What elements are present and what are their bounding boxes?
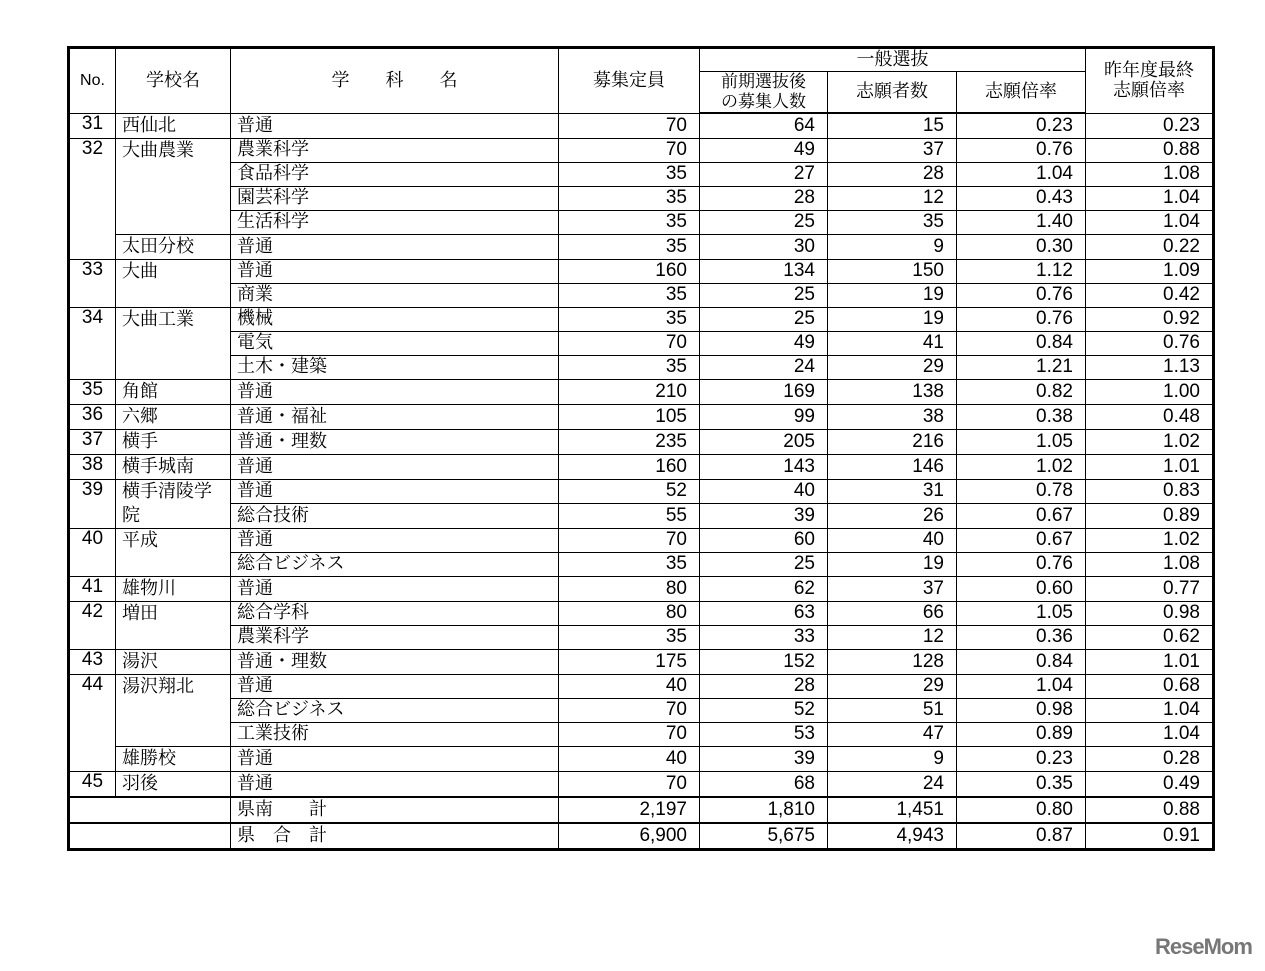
capacity: 55 <box>559 504 700 529</box>
table-row <box>69 722 1214 746</box>
last-year-ratio: 1.09 <box>1086 259 1214 283</box>
table-row <box>69 601 1214 625</box>
last-year-ratio: 0.77 <box>1086 576 1214 601</box>
capacity: 235 <box>559 429 700 454</box>
dept-name: 生活科学 <box>231 210 559 234</box>
header-last-year: 昨年度最終 志願倍率 <box>1086 48 1214 114</box>
applicants: 24 <box>828 771 957 797</box>
dept-name: 普通 <box>231 528 559 552</box>
last-year-ratio: 0.98 <box>1086 601 1214 625</box>
ratio: 0.60 <box>957 576 1086 601</box>
after-early-count: 40 <box>700 479 828 504</box>
applicants: 19 <box>828 307 957 331</box>
after-early-count: 68 <box>700 771 828 797</box>
school-name: 湯沢翔北 <box>116 674 231 746</box>
dept-name: 総合技術 <box>231 504 559 529</box>
table-row <box>69 210 1214 234</box>
table-row <box>69 479 1214 504</box>
capacity: 70 <box>559 698 700 722</box>
ratio: 0.30 <box>957 234 1086 259</box>
school-no: 31 <box>69 113 116 138</box>
last-year-ratio: 0.92 <box>1086 307 1214 331</box>
table-row <box>69 454 1214 479</box>
after-early-count: 5,675 <box>700 823 828 850</box>
after-early-count: 24 <box>700 355 828 379</box>
capacity: 52 <box>559 479 700 504</box>
capacity: 6,900 <box>559 823 700 850</box>
after-early-count: 25 <box>700 552 828 576</box>
applicants: 66 <box>828 601 957 625</box>
applicants: 51 <box>828 698 957 722</box>
table-row <box>69 113 1214 138</box>
last-year-ratio: 1.04 <box>1086 186 1214 210</box>
dept-name: 普通 <box>231 454 559 479</box>
after-early-count: 39 <box>700 746 828 771</box>
applicants: 40 <box>828 528 957 552</box>
applicants: 35 <box>828 210 957 234</box>
applicants: 9 <box>828 746 957 771</box>
school-no: 43 <box>69 649 116 674</box>
applicants: 47 <box>828 722 957 746</box>
after-early-count: 25 <box>700 210 828 234</box>
blank-cell <box>69 823 231 850</box>
header-no: No. <box>69 48 116 114</box>
after-early-count: 25 <box>700 307 828 331</box>
dept-name: 総合ビジネス <box>231 552 559 576</box>
ratio: 0.76 <box>957 138 1086 162</box>
school-name: 横手清陵学院 <box>116 479 231 528</box>
ratio: 0.67 <box>957 528 1086 552</box>
dept-name: 普通・福祉 <box>231 404 559 429</box>
after-early-count: 30 <box>700 234 828 259</box>
last-year-ratio: 0.91 <box>1086 823 1214 850</box>
capacity: 35 <box>559 625 700 649</box>
after-early-count: 27 <box>700 162 828 186</box>
ratio: 0.67 <box>957 504 1086 529</box>
ratio: 1.04 <box>957 162 1086 186</box>
dept-name: 商業 <box>231 283 559 307</box>
dept-name: 普通 <box>231 234 559 259</box>
capacity: 80 <box>559 576 700 601</box>
school-name: 角館 <box>116 379 231 404</box>
school-name: 大曲農業 <box>116 138 231 234</box>
after-early-count: 52 <box>700 698 828 722</box>
applicants: 29 <box>828 674 957 698</box>
ratio: 1.04 <box>957 674 1086 698</box>
school-name: 平成 <box>116 528 231 576</box>
after-early-count: 143 <box>700 454 828 479</box>
header-general: 一般選抜 <box>700 48 1086 72</box>
table-row <box>69 746 1214 771</box>
ratio: 0.84 <box>957 331 1086 355</box>
after-early-count: 152 <box>700 649 828 674</box>
ratio: 1.40 <box>957 210 1086 234</box>
school-name: 雄物川 <box>116 576 231 601</box>
header-dept: 学 科 名 <box>231 48 559 114</box>
header-capacity: 募集定員 <box>559 48 700 114</box>
school-no: 42 <box>69 601 116 649</box>
capacity: 35 <box>559 307 700 331</box>
school-no: 41 <box>69 576 116 601</box>
after-early-count: 60 <box>700 528 828 552</box>
table-row <box>69 259 1214 283</box>
last-year-ratio: 0.48 <box>1086 404 1214 429</box>
applicants: 150 <box>828 259 957 283</box>
applicants: 146 <box>828 454 957 479</box>
last-year-ratio: 0.76 <box>1086 331 1214 355</box>
table-row <box>69 307 1214 331</box>
after-early-count: 33 <box>700 625 828 649</box>
after-early-count: 1,810 <box>700 797 828 823</box>
table-row <box>69 355 1214 379</box>
after-early-count: 53 <box>700 722 828 746</box>
table-row <box>69 186 1214 210</box>
ratio: 1.05 <box>957 601 1086 625</box>
ratio: 0.76 <box>957 307 1086 331</box>
school-no: 39 <box>69 479 116 528</box>
table-row <box>69 552 1214 576</box>
after-early-count: 99 <box>700 404 828 429</box>
last-year-ratio: 0.62 <box>1086 625 1214 649</box>
ratio: 0.43 <box>957 186 1086 210</box>
last-year-ratio: 0.23 <box>1086 113 1214 138</box>
last-year-ratio: 1.04 <box>1086 722 1214 746</box>
table-row <box>69 283 1214 307</box>
school-name: 湯沢 <box>116 649 231 674</box>
capacity: 70 <box>559 331 700 355</box>
after-early-count: 64 <box>700 113 828 138</box>
capacity: 105 <box>559 404 700 429</box>
school-name: 羽後 <box>116 771 231 797</box>
table-row <box>69 698 1214 722</box>
ratio: 1.12 <box>957 259 1086 283</box>
ratio: 1.21 <box>957 355 1086 379</box>
dept-name: 普通・理数 <box>231 429 559 454</box>
ratio: 0.38 <box>957 404 1086 429</box>
after-early-count: 169 <box>700 379 828 404</box>
ratio: 1.02 <box>957 454 1086 479</box>
applicants: 4,943 <box>828 823 957 850</box>
table-row <box>69 576 1214 601</box>
capacity: 70 <box>559 113 700 138</box>
applicants: 28 <box>828 162 957 186</box>
ratio: 0.76 <box>957 283 1086 307</box>
table-row <box>69 674 1214 698</box>
dept-name: 普通 <box>231 746 559 771</box>
school-name: 大曲工業 <box>116 307 231 379</box>
after-early-count: 49 <box>700 138 828 162</box>
capacity: 175 <box>559 649 700 674</box>
resemom-logo: ReseMom <box>1155 934 1252 959</box>
capacity: 70 <box>559 771 700 797</box>
table-row <box>69 162 1214 186</box>
table-row <box>69 504 1214 529</box>
last-year-ratio: 0.42 <box>1086 283 1214 307</box>
applicants: 41 <box>828 331 957 355</box>
dept-name: 普通 <box>231 259 559 283</box>
after-early-count: 28 <box>700 186 828 210</box>
dept-name: 普通 <box>231 379 559 404</box>
table-row <box>69 771 1214 797</box>
applicants: 26 <box>828 504 957 529</box>
capacity: 40 <box>559 674 700 698</box>
total-row <box>69 823 1214 850</box>
table-row <box>69 331 1214 355</box>
ratio: 0.36 <box>957 625 1086 649</box>
capacity: 35 <box>559 552 700 576</box>
dept-name: 食品科学 <box>231 162 559 186</box>
capacity: 35 <box>559 210 700 234</box>
last-year-ratio: 1.01 <box>1086 454 1214 479</box>
ratio: 0.76 <box>957 552 1086 576</box>
capacity: 160 <box>559 259 700 283</box>
ratio: 0.98 <box>957 698 1086 722</box>
ratio: 0.82 <box>957 379 1086 404</box>
last-year-ratio: 1.04 <box>1086 210 1214 234</box>
blank-cell <box>69 797 231 823</box>
last-year-ratio: 0.68 <box>1086 674 1214 698</box>
school-name: 横手城南 <box>116 454 231 479</box>
capacity: 70 <box>559 722 700 746</box>
ratio: 0.80 <box>957 797 1086 823</box>
school-no: 35 <box>69 379 116 404</box>
last-year-ratio: 0.49 <box>1086 771 1214 797</box>
ratio: 0.23 <box>957 746 1086 771</box>
header-school: 学校名 <box>116 48 231 114</box>
admissions-table <box>67 46 1215 851</box>
table-row <box>69 429 1214 454</box>
last-year-ratio: 0.89 <box>1086 504 1214 529</box>
dept-name: 普通 <box>231 113 559 138</box>
dept-name: 機械 <box>231 307 559 331</box>
table-row <box>69 379 1214 404</box>
dept-name: 総合ビジネス <box>231 698 559 722</box>
applicants: 128 <box>828 649 957 674</box>
capacity: 2,197 <box>559 797 700 823</box>
applicants: 216 <box>828 429 957 454</box>
dept-name: 普通 <box>231 674 559 698</box>
applicants: 38 <box>828 404 957 429</box>
school-no: 34 <box>69 307 116 379</box>
last-year-ratio: 1.02 <box>1086 528 1214 552</box>
table-row <box>69 649 1214 674</box>
capacity: 160 <box>559 454 700 479</box>
last-year-ratio: 0.28 <box>1086 746 1214 771</box>
dept-name: 普通 <box>231 771 559 797</box>
after-early-count: 205 <box>700 429 828 454</box>
applicants: 29 <box>828 355 957 379</box>
school-name: 大曲 <box>116 259 231 307</box>
school-name: 六郷 <box>116 404 231 429</box>
ratio: 0.87 <box>957 823 1086 850</box>
ratio: 0.89 <box>957 722 1086 746</box>
applicants: 12 <box>828 625 957 649</box>
dept-name: 農業科学 <box>231 625 559 649</box>
capacity: 70 <box>559 138 700 162</box>
last-year-ratio: 1.08 <box>1086 162 1214 186</box>
last-year-ratio: 0.83 <box>1086 479 1214 504</box>
dept-name: 園芸科学 <box>231 186 559 210</box>
header-ratio: 志願倍率 <box>957 72 1086 114</box>
last-year-ratio: 1.02 <box>1086 429 1214 454</box>
applicants: 15 <box>828 113 957 138</box>
dept-name: 普通 <box>231 479 559 504</box>
ratio: 0.84 <box>957 649 1086 674</box>
school-name: 西仙北 <box>116 113 231 138</box>
last-year-ratio: 0.88 <box>1086 797 1214 823</box>
applicants: 19 <box>828 283 957 307</box>
dept-name: 総合学科 <box>231 601 559 625</box>
after-early-count: 39 <box>700 504 828 529</box>
total-label: 県南 計 <box>231 797 559 823</box>
table-row <box>69 404 1214 429</box>
capacity: 35 <box>559 234 700 259</box>
table-row <box>69 234 1214 259</box>
school-no: 37 <box>69 429 116 454</box>
header-applicants: 志願者数 <box>828 72 957 114</box>
school-no: 33 <box>69 259 116 307</box>
school-name: 増田 <box>116 601 231 649</box>
table-row <box>69 625 1214 649</box>
after-early-count: 62 <box>700 576 828 601</box>
school-name: 雄勝校 <box>116 746 231 771</box>
capacity: 35 <box>559 283 700 307</box>
applicants: 31 <box>828 479 957 504</box>
last-year-ratio: 0.22 <box>1086 234 1214 259</box>
capacity: 210 <box>559 379 700 404</box>
dept-name: 普通 <box>231 576 559 601</box>
capacity: 70 <box>559 528 700 552</box>
capacity: 35 <box>559 186 700 210</box>
applicants: 1,451 <box>828 797 957 823</box>
dept-name: 農業科学 <box>231 138 559 162</box>
after-early-count: 25 <box>700 283 828 307</box>
total-row <box>69 797 1214 823</box>
school-name: 太田分校 <box>116 234 231 259</box>
capacity: 40 <box>559 746 700 771</box>
ratio: 1.05 <box>957 429 1086 454</box>
table-row <box>69 528 1214 552</box>
school-no: 45 <box>69 771 116 797</box>
applicants: 37 <box>828 576 957 601</box>
last-year-ratio: 1.04 <box>1086 698 1214 722</box>
school-name: 横手 <box>116 429 231 454</box>
applicants: 37 <box>828 138 957 162</box>
last-year-ratio: 1.13 <box>1086 355 1214 379</box>
dept-name: 普通・理数 <box>231 649 559 674</box>
applicants: 9 <box>828 234 957 259</box>
ratio: 0.23 <box>957 113 1086 138</box>
capacity: 35 <box>559 355 700 379</box>
last-year-ratio: 1.01 <box>1086 649 1214 674</box>
total-label: 県 合 計 <box>231 823 559 850</box>
ratio: 0.78 <box>957 479 1086 504</box>
applicants: 12 <box>828 186 957 210</box>
school-no: 36 <box>69 404 116 429</box>
capacity: 80 <box>559 601 700 625</box>
after-early-count: 49 <box>700 331 828 355</box>
capacity: 35 <box>559 162 700 186</box>
school-no: 32 <box>69 138 116 259</box>
table-row <box>69 138 1214 162</box>
dept-name: 工業技術 <box>231 722 559 746</box>
after-early-count: 28 <box>700 674 828 698</box>
school-no: 40 <box>69 528 116 576</box>
school-no: 38 <box>69 454 116 479</box>
last-year-ratio: 1.08 <box>1086 552 1214 576</box>
header-after-early: 前期選抜後 の募集人数 <box>700 72 828 114</box>
dept-name: 土木・建築 <box>231 355 559 379</box>
school-no: 44 <box>69 674 116 771</box>
last-year-ratio: 1.00 <box>1086 379 1214 404</box>
last-year-ratio: 0.88 <box>1086 138 1214 162</box>
applicants: 138 <box>828 379 957 404</box>
after-early-count: 134 <box>700 259 828 283</box>
ratio: 0.35 <box>957 771 1086 797</box>
after-early-count: 63 <box>700 601 828 625</box>
applicants: 19 <box>828 552 957 576</box>
dept-name: 電気 <box>231 331 559 355</box>
